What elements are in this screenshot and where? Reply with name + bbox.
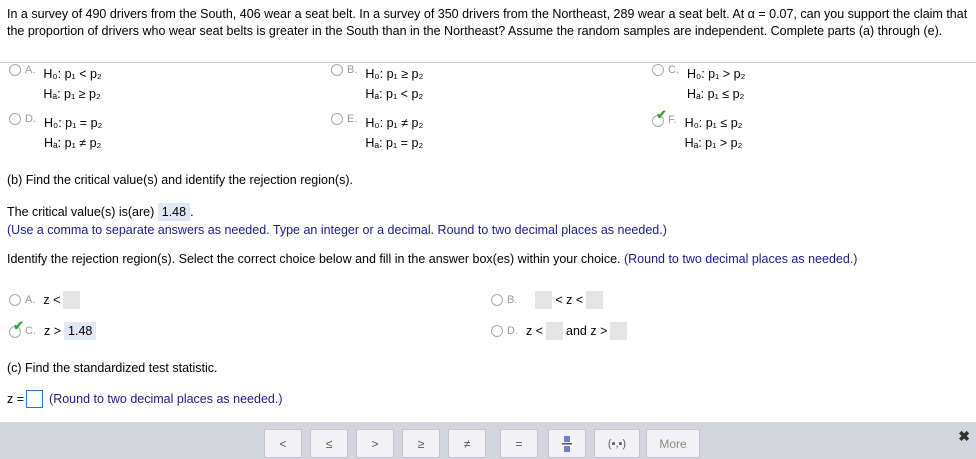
- radio-rej-a[interactable]: [9, 294, 21, 306]
- rej-b-input-left[interactable]: [535, 291, 552, 309]
- ha-a: Hₐ: p₁ ≥ p₂: [43, 87, 101, 101]
- interval-button[interactable]: (▪,▪): [594, 429, 640, 458]
- ha-f: Hₐ: p₁ > p₂: [684, 136, 743, 150]
- radio-b[interactable]: [331, 64, 343, 76]
- option-a[interactable]: A. H₀: p₁ < p₂ Hₐ: p₁ ≥ p₂: [9, 64, 102, 104]
- test-statistic-input[interactable]: [26, 390, 43, 408]
- h0-d: H₀: p₁ = p₂: [44, 116, 103, 130]
- greater-equal-button[interactable]: ≥: [402, 429, 440, 458]
- equal-button[interactable]: =: [500, 429, 538, 458]
- fraction-icon: [562, 436, 572, 452]
- math-toolbar: [0, 422, 976, 459]
- radio-rej-b[interactable]: [491, 294, 503, 306]
- rej-b-input-right[interactable]: [586, 291, 603, 309]
- ha-d: Hₐ: p₁ ≠ p₂: [44, 136, 102, 150]
- critical-value-line: The critical value(s) is(are) 1.48 .: [7, 205, 194, 219]
- rejection-option-d[interactable]: D. z < and z >: [491, 322, 627, 340]
- part-c-heading: (c) Find the standardized test statistic.: [7, 361, 218, 375]
- less-equal-button[interactable]: ≤: [310, 429, 348, 458]
- ha-c: Hₐ: p₁ ≤ p₂: [687, 87, 745, 101]
- h0-b: H₀: p₁ ≥ p₂: [365, 67, 424, 81]
- radio-c[interactable]: [652, 64, 664, 76]
- rejection-option-b[interactable]: B. < z <: [491, 291, 603, 309]
- rej-a-input[interactable]: [63, 291, 80, 309]
- less-than-button[interactable]: <: [264, 429, 302, 458]
- critical-hint: (Use a comma to separate answers as needed. Type an integer or a decimal. Round to two decimal places as needed.): [7, 223, 667, 237]
- rejection-prompt-line: Identify the rejection region(s). Select the correct choice below and fill in the answer box(es) within your choice. (Round to two decimal places as needed.): [7, 252, 858, 266]
- ha-e: Hₐ: p₁ = p₂: [365, 136, 424, 150]
- divider: [0, 62, 976, 63]
- not-equal-button[interactable]: ≠: [448, 429, 486, 458]
- close-icon[interactable]: ✖: [958, 428, 970, 444]
- h0-c: H₀: p₁ > p₂: [687, 67, 746, 81]
- option-e[interactable]: E. H₀: p₁ ≠ p₂ Hₐ: p₁ = p₂: [331, 113, 423, 153]
- rej-d-input-left[interactable]: [546, 322, 563, 340]
- part-b-heading: (b) Find the critical value(s) and identify the rejection region(s).: [7, 173, 353, 187]
- option-d[interactable]: D. H₀: p₁ = p₂ Hₐ: p₁ ≠ p₂: [9, 113, 102, 153]
- h0-f: H₀: p₁ ≤ p₂: [684, 116, 743, 130]
- question-intro: In a survey of 490 drivers from the South, 406 wear a seat belt. In a survey of 350 drivers from the Northeast, 289 wear a seat belt. At α = 0.07, can you support the claim that the proportion of drivers who wear seat belts is greater in the South than in the Northeast? Assume the random samples are independent. Complete parts (a) through (e).: [7, 7, 968, 38]
- check-icon: ✔: [13, 318, 24, 333]
- radio-rej-d[interactable]: [491, 325, 503, 337]
- rej-d-input-right[interactable]: [610, 322, 627, 340]
- fraction-button[interactable]: [548, 429, 586, 458]
- option-b[interactable]: B. H₀: p₁ ≥ p₂ Hₐ: p₁ < p₂: [331, 64, 423, 104]
- more-button[interactable]: More: [646, 429, 700, 458]
- radio-d[interactable]: [9, 113, 21, 125]
- radio-e[interactable]: [331, 113, 343, 125]
- h0-e: H₀: p₁ ≠ p₂: [365, 116, 424, 130]
- greater-than-button[interactable]: >: [356, 429, 394, 458]
- option-c[interactable]: C. H₀: p₁ > p₂ Hₐ: p₁ ≤ p₂: [652, 64, 745, 104]
- rejection-option-a[interactable]: A. z <: [9, 291, 80, 309]
- h0-a: H₀: p₁ < p₂: [43, 67, 102, 81]
- critical-value-answer[interactable]: 1.48: [158, 203, 190, 221]
- rej-c-answer[interactable]: 1.48: [64, 322, 96, 340]
- option-f[interactable]: ✔ F. H₀: p₁ ≤ p₂ Hₐ: p₁ > p₂: [652, 113, 743, 153]
- check-icon: ✔: [656, 107, 667, 122]
- ha-b: Hₐ: p₁ < p₂: [365, 87, 424, 101]
- test-statistic-line: z = (Round to two decimal places as needed.): [7, 392, 283, 406]
- radio-a[interactable]: [9, 64, 21, 76]
- rejection-option-c[interactable]: ✔ C. z > 1.48: [9, 322, 96, 340]
